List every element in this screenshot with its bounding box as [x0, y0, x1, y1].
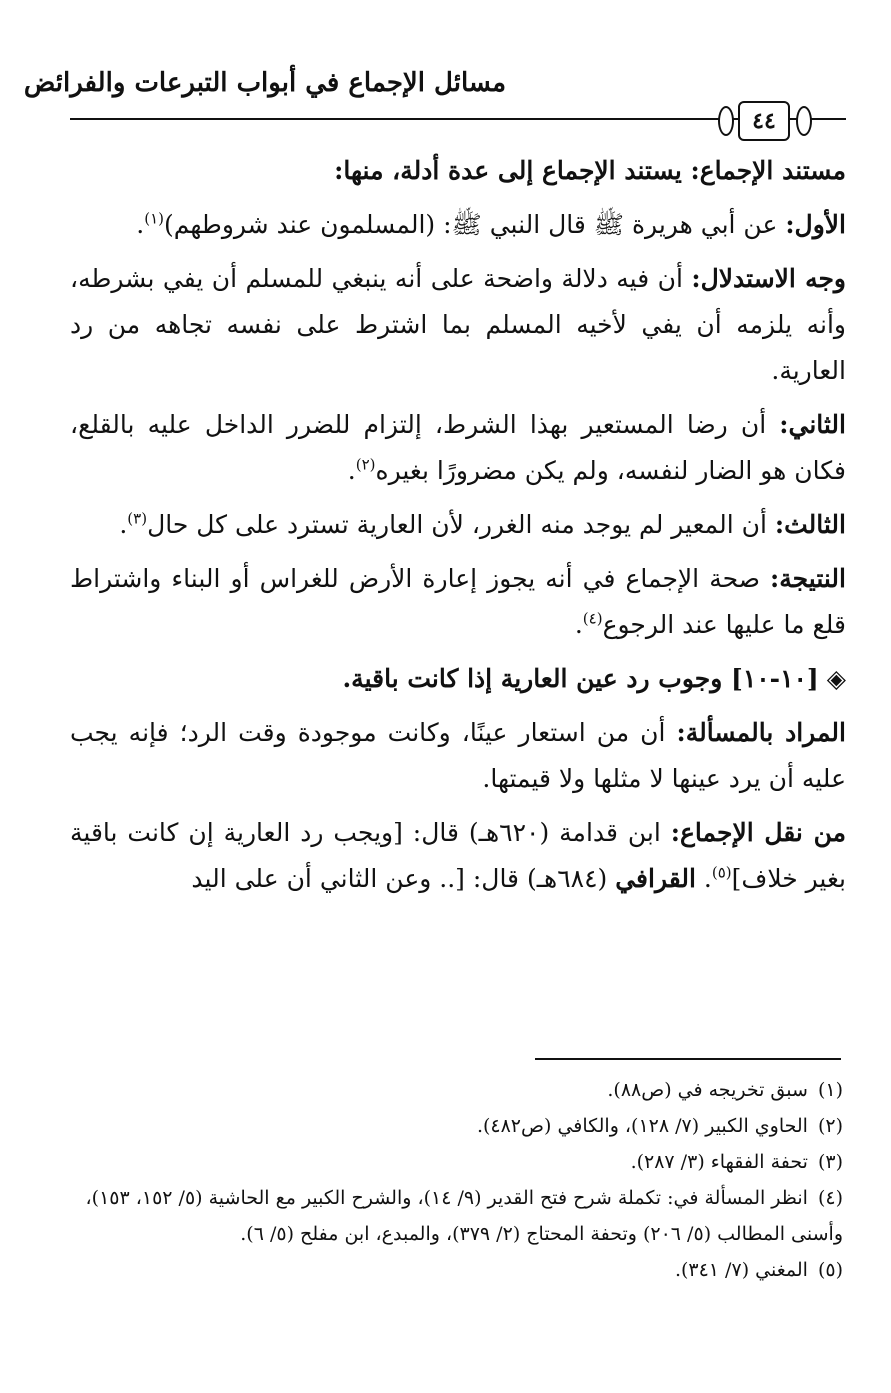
- footnote-text: المغني (٧/ ٣٤١).: [674, 1259, 808, 1281]
- footnote-2: [68, 1108, 843, 1144]
- paragraph-second-evidence: [70, 402, 846, 494]
- period: .: [695, 864, 712, 893]
- lead-transmitters: من نقل الإجماع:: [670, 818, 847, 847]
- period: .: [574, 610, 583, 639]
- paragraph-evidence-heading: مستند الإجماع: يستند الإجماع إلى عدة أدلة، منها:: [334, 156, 846, 185]
- lead-meaning: المراد بالمسألة:: [676, 718, 846, 747]
- footnote-ref-2[interactable]: (٢): [355, 455, 376, 474]
- footnote-ref-4[interactable]: (٤): [582, 609, 603, 628]
- footnote-number: (٥): [817, 1259, 843, 1281]
- page-number: ٤٤: [738, 101, 790, 141]
- text-first: عن أبي هريرة ﷺ قال النبي ﷺ: (المسلمون عند شروطهم): [164, 210, 786, 239]
- footnotes: [68, 1072, 843, 1288]
- text-transmitters: ابن قدامة (٦٢٠هـ) قال: [ويجب رد العارية إن كانت باقية بغير خلاف]: [70, 818, 846, 893]
- paragraph-first-evidence: [70, 202, 846, 248]
- paragraph-consensus-transmitters: [70, 810, 846, 902]
- footnote-4: [68, 1180, 843, 1252]
- lead-first: الأول:: [785, 210, 846, 239]
- footnote-number: (٤): [817, 1187, 843, 1209]
- footnote-number: (٣): [817, 1151, 843, 1173]
- paragraph-issue-meaning: [70, 710, 846, 802]
- footnote-ref-1[interactable]: (١): [144, 209, 164, 228]
- footnote-separator: [535, 1058, 841, 1060]
- text-qarafi: (٦٨٤هـ) قال: [.. وعن الثاني أن على اليد: [191, 864, 616, 893]
- footnote-text: سبق تخريجه في (ص٨٨).: [607, 1079, 808, 1101]
- footnote-ref-5[interactable]: (٥): [711, 863, 732, 882]
- footnote-text: انظر المسألة في: تكملة شرح فتح القدير (٩/ ١٤)، والشرح الكبير مع الحاشية (٥/ ١٥٢، ١٥٣)، وأسنى المطالب (٥/ ٢٠٦) وتحفة المحتاج (٢/ ٣٧٩)، والمبدع، ابن مفلح (٥/ ٦).: [85, 1187, 843, 1245]
- footnote-number: (١): [817, 1079, 843, 1101]
- footnote-ref-3[interactable]: (٣): [127, 509, 148, 528]
- footnote-5: [68, 1252, 843, 1288]
- diamond-bullet-icon: ◈: [826, 664, 846, 693]
- lead-third: الثالث:: [774, 510, 846, 539]
- running-header-title: مسائل الإجماع في أبواب التبرعات والفرائض: [23, 68, 506, 98]
- footnote-number: (٢): [817, 1115, 843, 1137]
- page-number-ornament-left: [718, 106, 734, 136]
- text-third: أن المعير لم يوجد منه الغرر، لأن العارية تسترد على كل حال: [147, 510, 775, 539]
- issue-heading: [70, 656, 846, 702]
- paragraph-third-evidence: [70, 502, 846, 548]
- footnote-text: تحفة الفقهاء (٣/ ٢٨٧).: [630, 1151, 808, 1173]
- footnote-1: [68, 1072, 843, 1108]
- text-result: صحة الإجماع في أنه يجوز إعارة الأرض للغراس أو البناء واشتراط قلع ما عليها عند الرجوع: [70, 564, 846, 639]
- paragraph-inference: [70, 256, 846, 394]
- text-meaning: أن من استعار عينًا، وكانت موجودة وقت الرد؛ فإنه يجب عليه أن يرد عينها لا مثلها ولا قيمتها.: [70, 718, 846, 793]
- issue-title: [١٠-١٠] وجوب رد عين العارية إذا كانت باقية.: [342, 664, 819, 693]
- lead-result: النتيجة:: [770, 564, 846, 593]
- footnote-3: [68, 1144, 843, 1180]
- lead-second: الثاني:: [779, 410, 846, 439]
- body-text: [70, 148, 846, 910]
- period: .: [347, 456, 356, 485]
- text-second: أن رضا المستعير بهذا الشرط، إلتزام للضرر الداخل عليه بالقلع، فكان هو الضار لنفسه، ولم يكن مضرورًا بغيره: [70, 410, 846, 485]
- period: .: [136, 210, 145, 239]
- lead-qarafi: القرافي: [615, 864, 696, 893]
- paragraph-result: [70, 556, 846, 648]
- period: .: [119, 510, 128, 539]
- lead-inference: وجه الاستدلال:: [691, 264, 846, 293]
- page-number-ornament-right: [796, 106, 812, 136]
- text-inference: أن فيه دلالة واضحة على أنه ينبغي للمسلم أن يفي بشرطه، وأنه يلزمه أن يفي لأخيه المسلم بما اشترط على نفسه تجاهه من رد العارية.: [70, 264, 846, 385]
- footnote-text: الحاوي الكبير (٧/ ١٢٨)، والكافي (ص٤٨٢).: [476, 1115, 808, 1137]
